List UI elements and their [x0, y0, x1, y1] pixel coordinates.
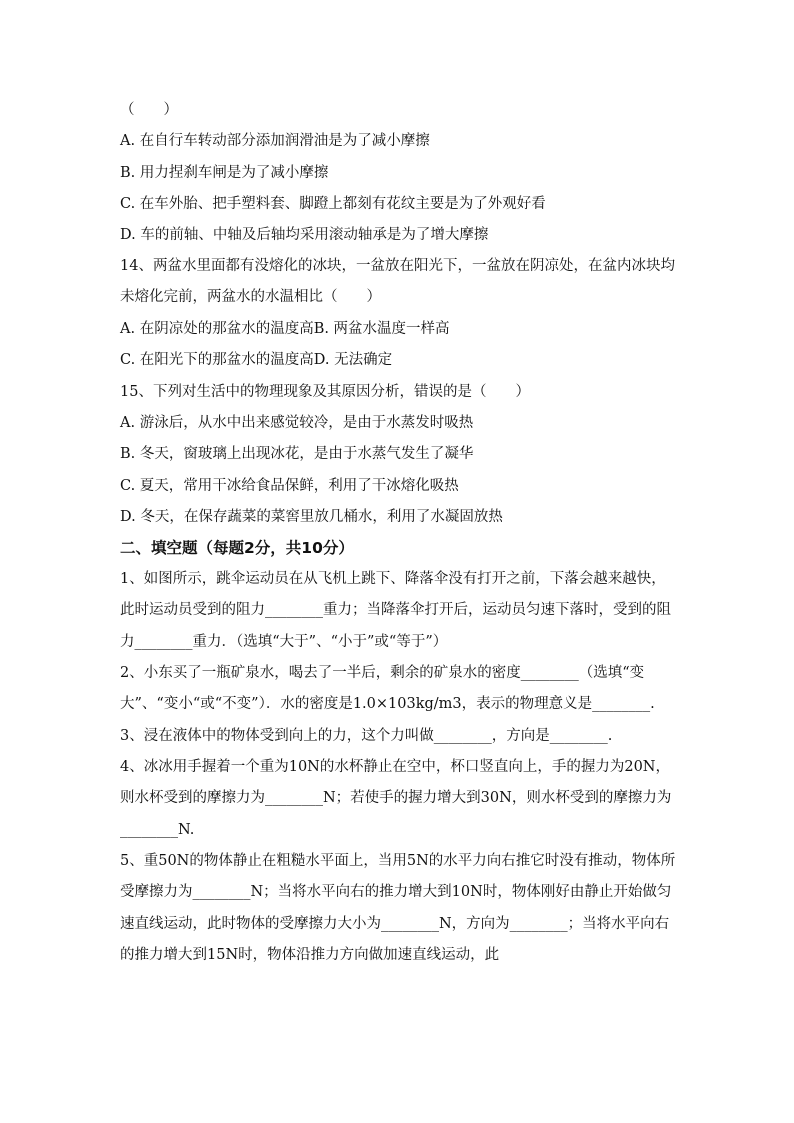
question-15-option-d: D. 冬天，在保存蔬菜的菜窖里放几桶水，利用了水凝固放热: [120, 508, 503, 525]
question-14-stem: 14、两盆水里面都有没熔化的冰块，一盆放在阳光下，一盆放在阴凉处，在盆内冰块均未熔化完前，两盆水的水温相比（ ）: [120, 257, 675, 306]
document-page: [120, 100, 676, 977]
fill-question-3: 3、浸在液体中的物体受到向上的力，这个力叫做________，方向是________.: [120, 728, 613, 745]
question-13-option-b: B. 用力捏刹车闸是为了减小摩擦: [120, 164, 329, 181]
fill-question-1: 1、如图所示，跳伞运动员在从飞机上跳下、降落伞没有打开之前，下落会越来越快，此时运动员受到的阻力________重力；当降落伞打开后，运动员匀速下落时，受到的阻力________重力．（选填“大于”、“小于”或“等于”）: [120, 570, 671, 650]
question-15-option-c: C. 夏天，常用干冰给食品保鲜，利用了干冰熔化吸热: [120, 477, 459, 494]
question-14-options-ab: A. 在阴凉处的那盆水的温度高B. 两盆水温度一样高: [120, 321, 450, 338]
question-13-option-a: A. 在自行车转动部分添加润滑油是为了减小摩擦: [120, 133, 430, 150]
question-14-options-cd: C. 在阳光下的那盆水的温度高D. 无法确定: [120, 352, 393, 369]
question-15-option-a: A. 游泳后，从水中出来感觉较冷，是由于水蒸发时吸热: [120, 415, 474, 432]
fill-question-4: 4、冰冰用手握着一个重为10N的水杯静止在空中，杯口竖直向上，手的握力为20N，则水杯受到的摩擦力为________N；若使手的握力增大到30N，则水杯受到的摩擦力为________N.: [120, 758, 672, 838]
section-heading-fill-in: 二、填空题（每题2分，共10分）: [120, 539, 354, 558]
question-13-option-d: D. 车的前轴、中轴及后轴均采用滚动轴承是为了增大摩擦: [120, 227, 489, 244]
question-15-option-b: B. 冬天，窗玻璃上出现冰花，是由于水蒸气发生了凝华: [120, 446, 474, 463]
question-15-stem: 15、下列对生活中的物理现象及其原因分析，错误的是（ ）: [120, 383, 530, 400]
fill-question-5: 5、重50N的物体静止在粗糙水平面上，当用5N的水平力向右推它时没有推动，物体所受摩擦力为________N；当将水平向右的推力增大到10N时，物体刚好由静止开始做匀速直线运动，此时物体的受摩擦力大小为________N，方向为________；当将水平向右的推力增大到15N时，物体沿推力方向做加速直线运动，此: [120, 852, 676, 963]
question-13-option-c: C. 在车外胎、把手塑料套、脚蹬上都刻有花纹主要是为了外观好看: [120, 195, 546, 212]
fill-question-2: 2、小东买了一瓶矿泉水，喝去了一半后，剩余的矿泉水的密度________（选填“变大”、“变小“或“不变”）．水的密度是1.0×103kg/m3，表示的物理意义是________.: [120, 664, 655, 713]
question-13-bracket: （ ）: [120, 102, 178, 118]
